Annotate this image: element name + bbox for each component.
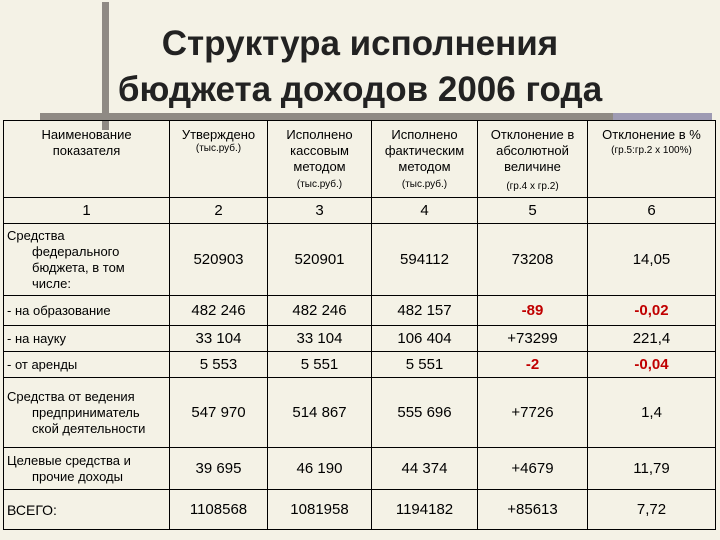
cell-cash: 482 246 <box>268 296 372 326</box>
budget-table <box>3 120 716 530</box>
header-cell-abs-deviation <box>478 121 588 198</box>
table-row <box>4 448 716 490</box>
row-label-rest: предприниматель ской деятельности <box>32 404 146 436</box>
cell-approved: 547 970 <box>170 378 268 448</box>
cell-cash: 1081958 <box>268 490 372 530</box>
row-label <box>4 296 170 326</box>
row-label-first: Средства от ведения <box>7 388 135 404</box>
header-pct-deviation-label: Отклонение в % <box>602 127 701 142</box>
cell-abs-deviation: +4679 <box>478 448 588 490</box>
page-title-line-2: бюджета доходов 2006 года <box>117 70 603 109</box>
decorative-vertical-bar <box>102 2 109 130</box>
cell-actual: 106 404 <box>372 326 478 352</box>
cell-cash: 5 551 <box>268 352 372 378</box>
cell-approved: 5 553 <box>170 352 268 378</box>
header-cell-cash <box>268 121 372 198</box>
cell-pct-deviation: -0,04 <box>588 352 716 378</box>
row-label-first: Средства <box>7 227 65 243</box>
cell-approved: 520903 <box>170 224 268 296</box>
table-row <box>4 296 716 326</box>
decorative-horizontal-bar <box>40 113 712 120</box>
row-label-rest: федерального бюджета, в том числе: <box>32 243 125 291</box>
header-approved-unit: (тыс.руб.) <box>195 143 242 154</box>
table-row <box>4 378 716 448</box>
column-number-row <box>4 198 716 224</box>
cell-actual: 44 374 <box>372 448 478 490</box>
cell-pct-deviation: 11,79 <box>588 448 716 490</box>
cell-abs-deviation: -89 <box>478 296 588 326</box>
header-abs-deviation-label: Отклонение в абсолютной величине <box>490 127 575 174</box>
column-number: 3 <box>268 198 372 224</box>
row-label-rest: прочие доходы <box>32 468 123 484</box>
cell-pct-deviation: 1,4 <box>588 378 716 448</box>
cell-actual: 1194182 <box>372 490 478 530</box>
cell-actual: 5 551 <box>372 352 478 378</box>
cell-actual: 594112 <box>372 224 478 296</box>
row-label <box>4 490 170 530</box>
cell-actual: 555 696 <box>372 378 478 448</box>
header-cash-label: Исполнено кассовым методом <box>286 127 353 174</box>
header-cash-unit: (тыс.руб.) <box>296 179 343 190</box>
page-title-line-1: Структура исполнения <box>161 24 559 63</box>
row-label-first: Целевые средства и <box>7 452 131 468</box>
header-approved-label: Утверждено <box>181 127 256 142</box>
cell-abs-deviation: +85613 <box>478 490 588 530</box>
cell-cash: 33 104 <box>268 326 372 352</box>
table-row <box>4 326 716 352</box>
row-label-first: ВСЕГО: <box>7 501 57 518</box>
row-label-first: - на образование <box>7 302 111 318</box>
table-row-total <box>4 490 716 530</box>
row-label <box>4 224 170 296</box>
row-label-first: - от аренды <box>7 356 78 372</box>
decorative-horizontal-bar-accent <box>613 113 712 120</box>
cell-pct-deviation: 14,05 <box>588 224 716 296</box>
row-label <box>4 352 170 378</box>
row-label <box>4 448 170 490</box>
column-number: 6 <box>588 198 716 224</box>
header-pct-deviation-unit: (гр.5:гр.2 х 100%) <box>611 145 692 156</box>
header-actual-label: Исполнено фактическим методом <box>384 127 465 174</box>
cell-abs-deviation: -2 <box>478 352 588 378</box>
cell-cash: 514 867 <box>268 378 372 448</box>
cell-pct-deviation: -0,02 <box>588 296 716 326</box>
cell-pct-deviation: 7,72 <box>588 490 716 530</box>
cell-actual: 482 157 <box>372 296 478 326</box>
header-cell-approved <box>170 121 268 198</box>
cell-approved: 39 695 <box>170 448 268 490</box>
header-name-label: Наименование показателя <box>41 127 132 158</box>
cell-abs-deviation: +7726 <box>478 378 588 448</box>
header-cell-pct-deviation <box>588 121 716 198</box>
header-actual-unit: (тыс.руб.) <box>401 179 448 190</box>
column-number: 4 <box>372 198 478 224</box>
table-row <box>4 224 716 296</box>
cell-approved: 33 104 <box>170 326 268 352</box>
cell-approved: 1108568 <box>170 490 268 530</box>
row-label <box>4 378 170 448</box>
column-number: 2 <box>170 198 268 224</box>
row-label <box>4 326 170 352</box>
cell-cash: 520901 <box>268 224 372 296</box>
header-row <box>4 121 716 198</box>
cell-pct-deviation: 221,4 <box>588 326 716 352</box>
cell-abs-deviation: 73208 <box>478 224 588 296</box>
table-row <box>4 352 716 378</box>
column-number: 5 <box>478 198 588 224</box>
cell-approved: 482 246 <box>170 296 268 326</box>
cell-abs-deviation: +73299 <box>478 326 588 352</box>
header-cell-actual <box>372 121 478 198</box>
cell-cash: 46 190 <box>268 448 372 490</box>
column-number: 1 <box>4 198 170 224</box>
header-cell-name <box>4 121 170 198</box>
header-abs-deviation-unit: (гр.4 х гр.2) <box>506 181 559 192</box>
row-label-first: - на науку <box>7 330 67 346</box>
